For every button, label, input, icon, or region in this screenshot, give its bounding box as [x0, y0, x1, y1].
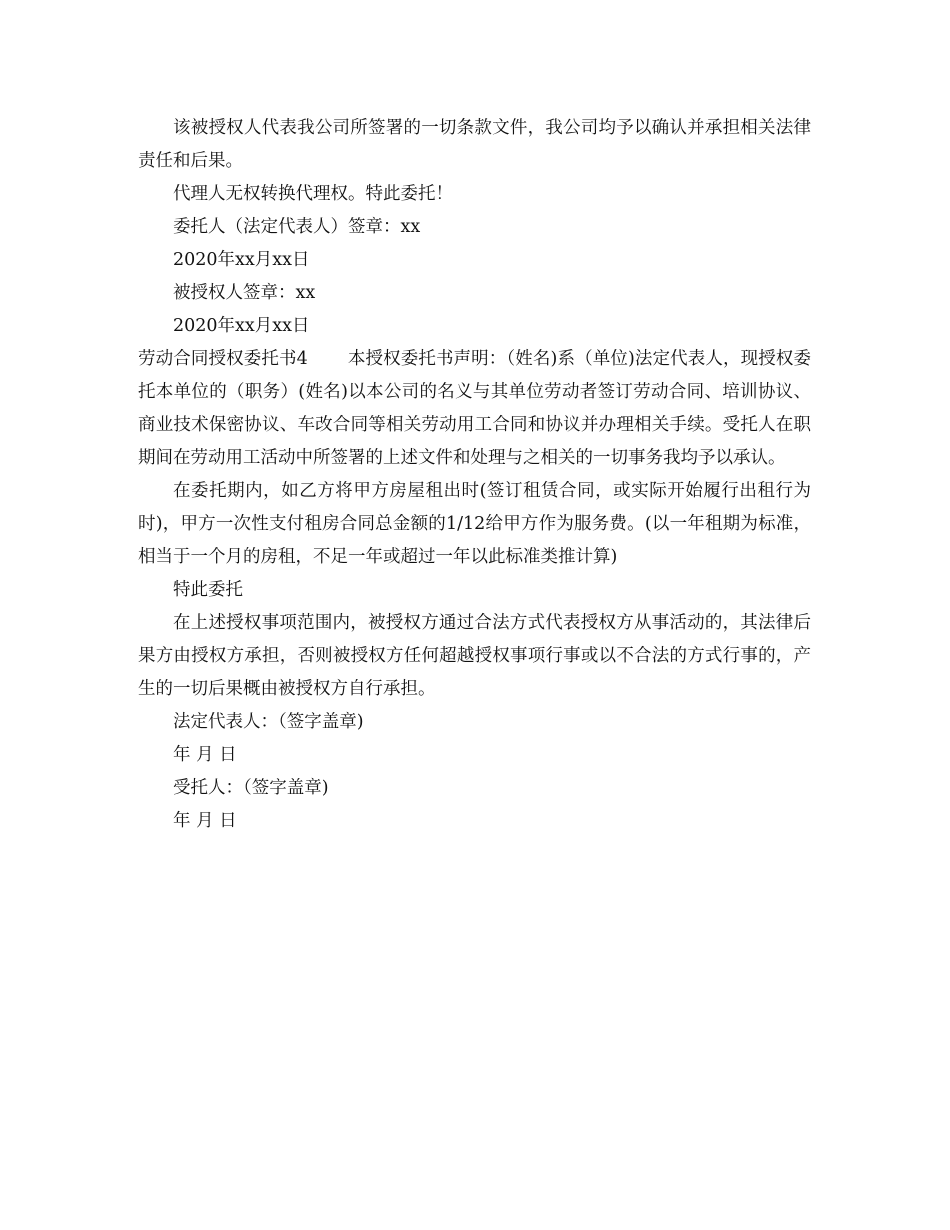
principal-signature-line: 委托人（法定代表人）签章：xx [173, 217, 421, 237]
paragraph-confirmation: 该被授权人代表我公司所签署的一切条款文件，我公司均予以确认并承担相关法律责任和后果。 [138, 118, 811, 171]
paragraph-no-transfer: 代理人无权转换代理权。特此委托！ [173, 184, 453, 204]
labor-contract-section [138, 343, 811, 475]
agent-date-line: 2020年xx月xx日 [173, 316, 310, 336]
paragraph-service-fee: 在委托期内，如乙方将甲方房屋租出时(签订租赁合同，或实际开始履行出租行为时)，甲方一次性支付租房合同总金额的1/12给甲方作为服务费。(以一年租期为标准，相当于一个月的房租，不足一年或超过一年以此标准类推计算) [138, 481, 811, 567]
trustee-date-line: 年 月 日 [173, 811, 237, 831]
principal-date-line: 2020年xx月xx日 [173, 250, 310, 270]
agent-signature-line: 被授权人签章：xx [173, 283, 316, 303]
legal-representative-signature-line: 法定代表人：（签字盖章) [173, 712, 364, 732]
paragraph-legal-consequences: 在上述授权事项范围内，被授权方通过合法方式代表授权方从事活动的，其法律后果方由授权方承担，否则被授权方任何超越授权事项行事或以不合法的方式行事的，产生的一切后果概由被授权方自行承担。 [138, 613, 811, 699]
legal-representative-date-line: 年 月 日 [173, 745, 237, 765]
document-body [138, 112, 811, 838]
trustee-signature-line: 受托人：（签字盖章) [173, 778, 329, 798]
section-body: 本授权委托书声明：（姓名)系（单位)法定代表人，现授权委托本单位的（职务）(姓名)以本公司的名义与其单位劳动者签订劳动合同、培训协议、商业技术保密协议、车改合同等相关劳动用工合同和协议并办理相关手续。受托人在职期间在劳动用工活动中所签署的上述文件和处理与之相关的一切事务我均予以承认。 [138, 349, 811, 468]
section-heading: 劳动合同授权委托书4 [138, 349, 308, 369]
paragraph-hereby-entrust: 特此委托 [173, 580, 243, 600]
